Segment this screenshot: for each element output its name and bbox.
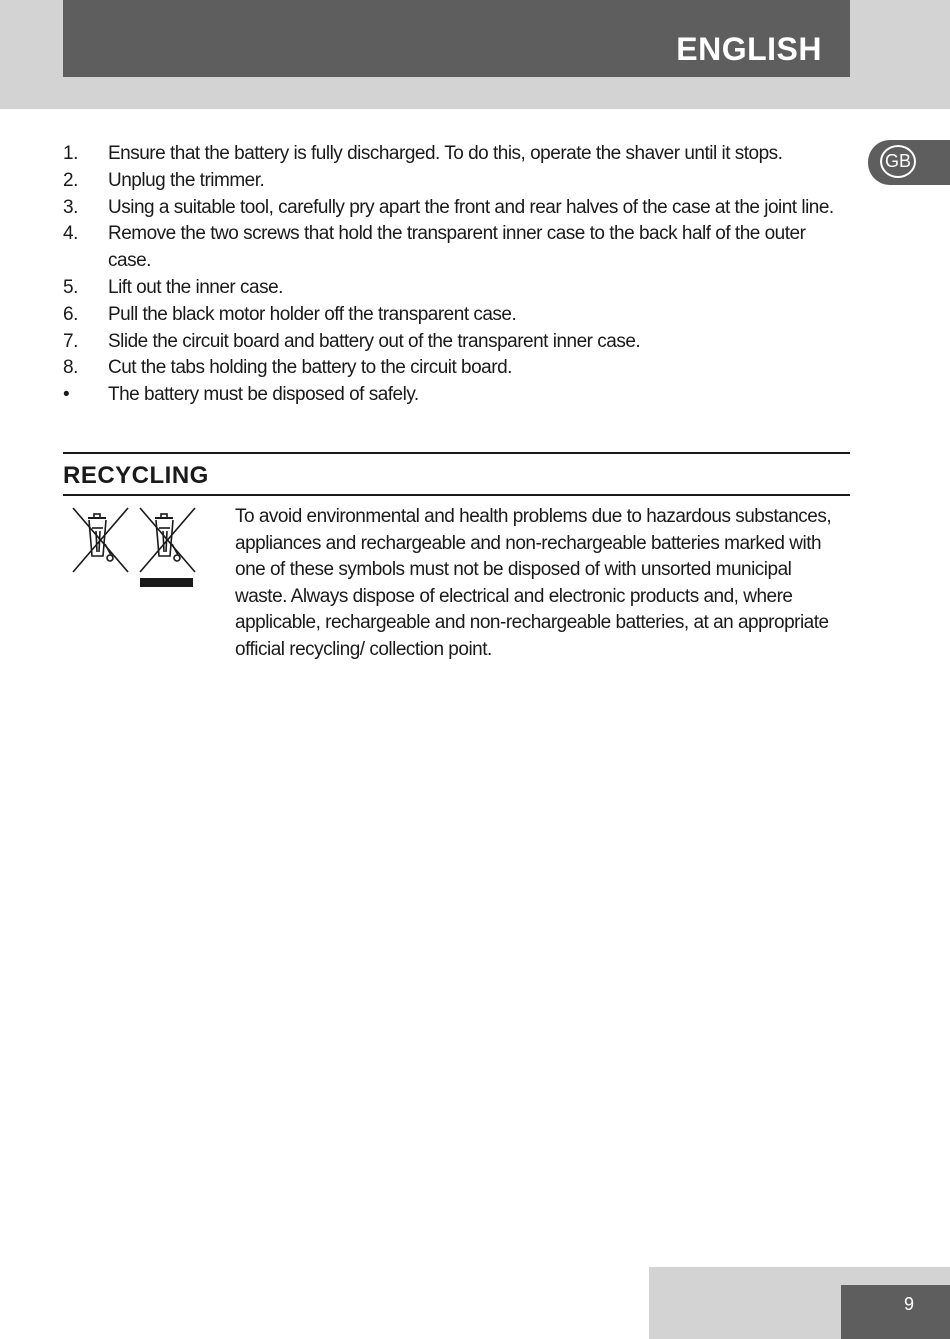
- step-text: Lift out the inner case.: [108, 276, 283, 298]
- list-item: [63, 382, 853, 409]
- crossed-bin-with-bar-icon: [140, 508, 195, 587]
- header-bar: [63, 0, 850, 77]
- disposal-steps-list: [63, 141, 853, 409]
- step-marker: 4.: [63, 223, 78, 245]
- step-marker: 6.: [63, 303, 78, 325]
- list-item: [63, 168, 853, 195]
- step-text: Pull the black motor holder off the transparent case.: [108, 303, 517, 325]
- list-item: [63, 302, 853, 329]
- page-number: 9: [903, 1294, 914, 1314]
- step-text: Ensure that the battery is fully discharged. To do this, operate the shaver until it stops.: [108, 143, 783, 164]
- step-marker: 7.: [63, 330, 78, 352]
- list-item: [63, 329, 853, 356]
- step-marker: 8.: [63, 357, 78, 379]
- list-item: [63, 275, 853, 302]
- step-marker: 5.: [63, 276, 78, 298]
- language-code-badge: GB: [880, 145, 916, 178]
- section-divider-top: [63, 452, 850, 454]
- recycling-paragraph: To avoid environmental and health problems due to hazardous substances, appliances and rechargeable and non-rechargeable batteries marked with one of these symbols must not be disposed of with unsorted municipal waste. Always dispose of electrical and electronic products and, where applicable, rechargeable and non-rechargeable batteries, at an appropriate official recycling/ collection point.: [235, 506, 832, 660]
- step-text: The battery must be disposed of safely.: [108, 384, 419, 406]
- step-text: Unplug the trimmer.: [108, 169, 265, 191]
- step-marker: 2.: [63, 169, 78, 191]
- page-title: ENGLISH: [676, 31, 822, 67]
- step-text: Slide the circuit board and battery out of the transparent inner case.: [108, 330, 641, 352]
- bullet-marker: •: [63, 384, 70, 406]
- list-item: [63, 355, 853, 382]
- step-text: Cut the tabs holding the battery to the circuit board.: [108, 357, 512, 379]
- step-text: Remove the two screws that hold the transparent inner case to the back half of the outer case.: [108, 223, 806, 272]
- step-marker: 1.: [63, 143, 78, 164]
- list-item: [63, 141, 853, 168]
- step-marker: 3.: [63, 196, 78, 218]
- list-item: [63, 195, 853, 222]
- section-heading-recycling: RECYCLING: [63, 462, 209, 489]
- list-item: [63, 221, 853, 275]
- section-divider-bottom: [63, 494, 850, 496]
- crossed-bin-icon: [73, 508, 128, 572]
- recycling-symbols: [68, 504, 200, 590]
- step-text: Using a suitable tool, carefully pry apart the front and rear halves of the case at the joint line.: [108, 196, 834, 218]
